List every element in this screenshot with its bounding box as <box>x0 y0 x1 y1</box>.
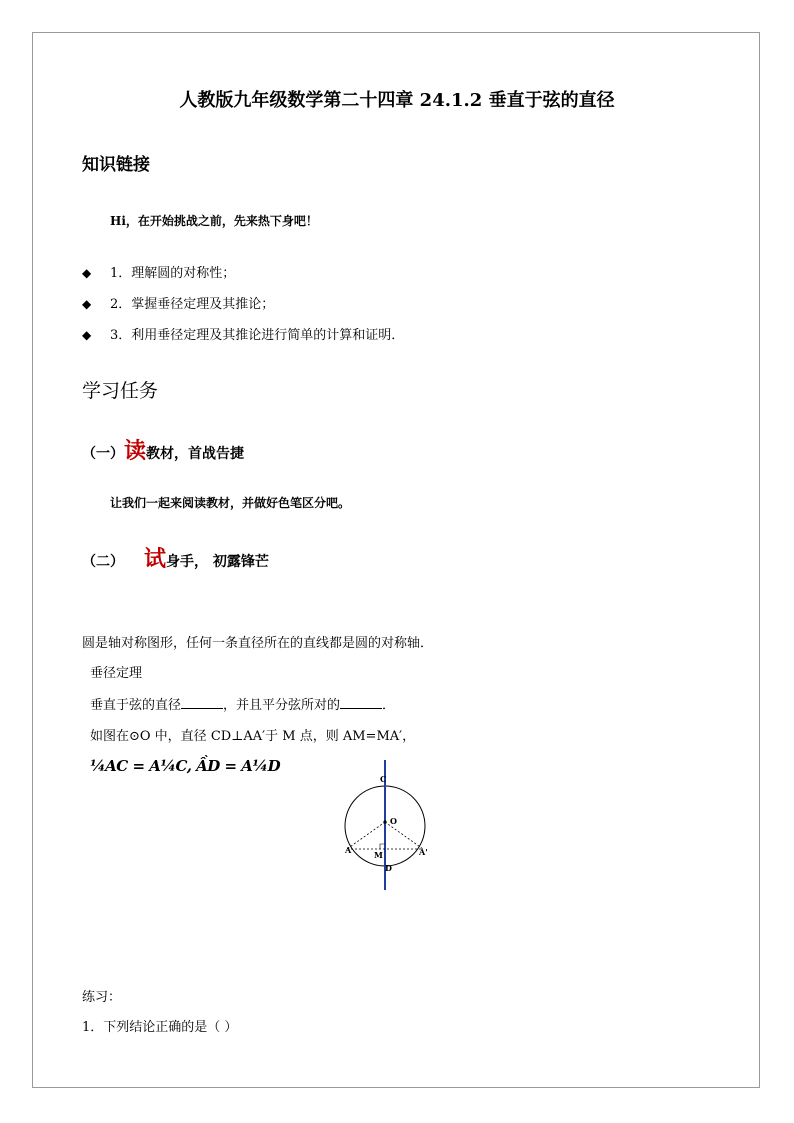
objective-text: 1．理解圆的对称性； <box>110 266 236 281</box>
intro-text: Hi，在开始挑战之前，先来热下身吧！ <box>110 214 318 228</box>
step-one-heading <box>82 434 244 465</box>
knowledge-heading: 知识链接 <box>82 155 150 175</box>
label-c: C <box>380 774 387 784</box>
theorem-statement <box>90 694 395 713</box>
answer-blank <box>181 696 223 709</box>
theorem-part-c: ． <box>382 698 396 713</box>
diamond-bullet-icon: ◆ <box>82 328 92 342</box>
label-m: M <box>374 850 383 860</box>
theorem-title: 垂径定理 <box>90 666 143 681</box>
diamond-bullet-icon: ◆ <box>82 297 92 311</box>
objective-text: 3．利用垂径定理及其推论进行简单的计算和证明． <box>110 328 405 343</box>
step-one-big-char: 读 <box>124 438 147 464</box>
objective-text: 2．掌握垂径定理及其推论； <box>110 297 275 312</box>
circle-diagram <box>330 758 450 898</box>
page-title: 人教版九年级数学第二十四章 24.1.2 垂直于弦的直径 <box>179 90 615 111</box>
center-point <box>383 820 386 823</box>
task-heading: 学习任务 <box>82 380 159 402</box>
radius-oa-prime <box>385 822 423 849</box>
diamond-bullet-icon: ◆ <box>82 266 92 280</box>
figure-description: 如图在⊙O 中，直径 CD⊥AA′于 M 点，则 AM=MA′， <box>90 729 416 744</box>
step-two-heading <box>82 542 269 573</box>
label-d: D <box>385 863 392 873</box>
symmetry-paragraph: 圆是轴对称图形，任何一条直径所在的直线都是圆的对称轴． <box>82 636 434 651</box>
question-one: 1．下列结论正确的是（ ） <box>82 1020 238 1035</box>
step-two-prefix: （二） <box>82 554 124 570</box>
radius-oa <box>347 822 385 849</box>
label-o: O <box>390 816 397 826</box>
arc-equality-formula: ¼AC = A¼C, ẦD = A¼D <box>90 757 281 775</box>
step-one-text: 让我们一起来阅读教材，并做好色笔区分吧。 <box>110 496 351 510</box>
label-a-prime: A' <box>419 847 428 857</box>
step-two-rest: 身手， 初露锋芒 <box>166 554 269 570</box>
objective-item <box>82 293 274 312</box>
theorem-part-a: 垂直于弦的直径 <box>90 698 182 713</box>
label-a: A <box>345 845 352 855</box>
objective-item <box>82 324 404 343</box>
theorem-part-b: ，并且平分弦所对的 <box>223 698 341 713</box>
objective-item <box>82 262 235 281</box>
answer-blank <box>340 696 382 709</box>
step-two-big-char: 试 <box>144 546 167 572</box>
step-one-rest: 教材，首战告捷 <box>146 446 245 462</box>
step-one-prefix: （一） <box>82 446 124 462</box>
practice-label: 练习： <box>82 990 122 1005</box>
